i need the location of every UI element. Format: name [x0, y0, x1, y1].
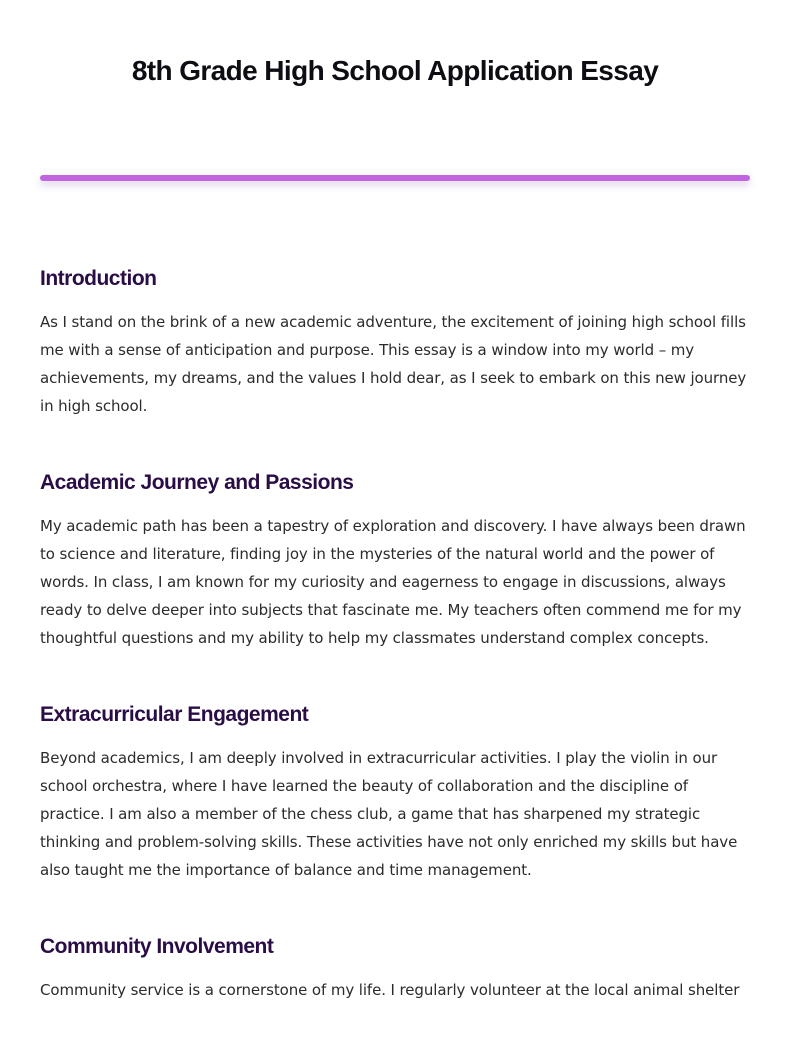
- section-academic-journey: [40, 468, 750, 652]
- section-heading: Community Involvement: [40, 935, 274, 958]
- section-heading: Academic Journey and Passions: [40, 471, 354, 494]
- title-divider: [40, 175, 750, 181]
- section-body: As I stand on the brink of a new academic adventure, the excitement of joining high school fills me with a sense of anticipation and purpose. This essay is a window into my world – my achievements, my dreams, and the values I hold dear, as I seek to embark on this new journey in high school.: [40, 313, 747, 415]
- essay-content: [40, 264, 750, 1052]
- section-body: My academic path has been a tapestry of exploration and discovery. I have always been drawn to science and literature, finding joy in the mysteries of the natural world and the power of words. In class, I am known for my curiosity and eagerness to engage in discussions, always ready to delve deeper into subjects that fascinate me. My teachers often commend me for my thoughtful questions and my ability to help my classmates understand complex concepts.: [40, 517, 746, 647]
- section-body: Beyond academics, I am deeply involved in extracurricular activities. I play the violin in our school orchestra, where I have learned the beauty of collaboration and the discipline of practice. I am also a member of the chess club, a game that has sharpened my strategic thinking and problem-solving skills. These activities have not only enriched my skills but have also taught me the importance of balance and time management.: [40, 749, 738, 879]
- section-community: [40, 932, 750, 1004]
- page-title: 8th Grade High School Application Essay: [131, 55, 659, 86]
- section-body: Community service is a cornerstone of my life. I regularly volunteer at the local animal shelter: [40, 981, 740, 999]
- section-heading: Introduction: [40, 267, 157, 290]
- section-introduction: [40, 264, 750, 420]
- section-heading: Extracurricular Engagement: [40, 703, 309, 726]
- section-extracurricular: [40, 700, 750, 884]
